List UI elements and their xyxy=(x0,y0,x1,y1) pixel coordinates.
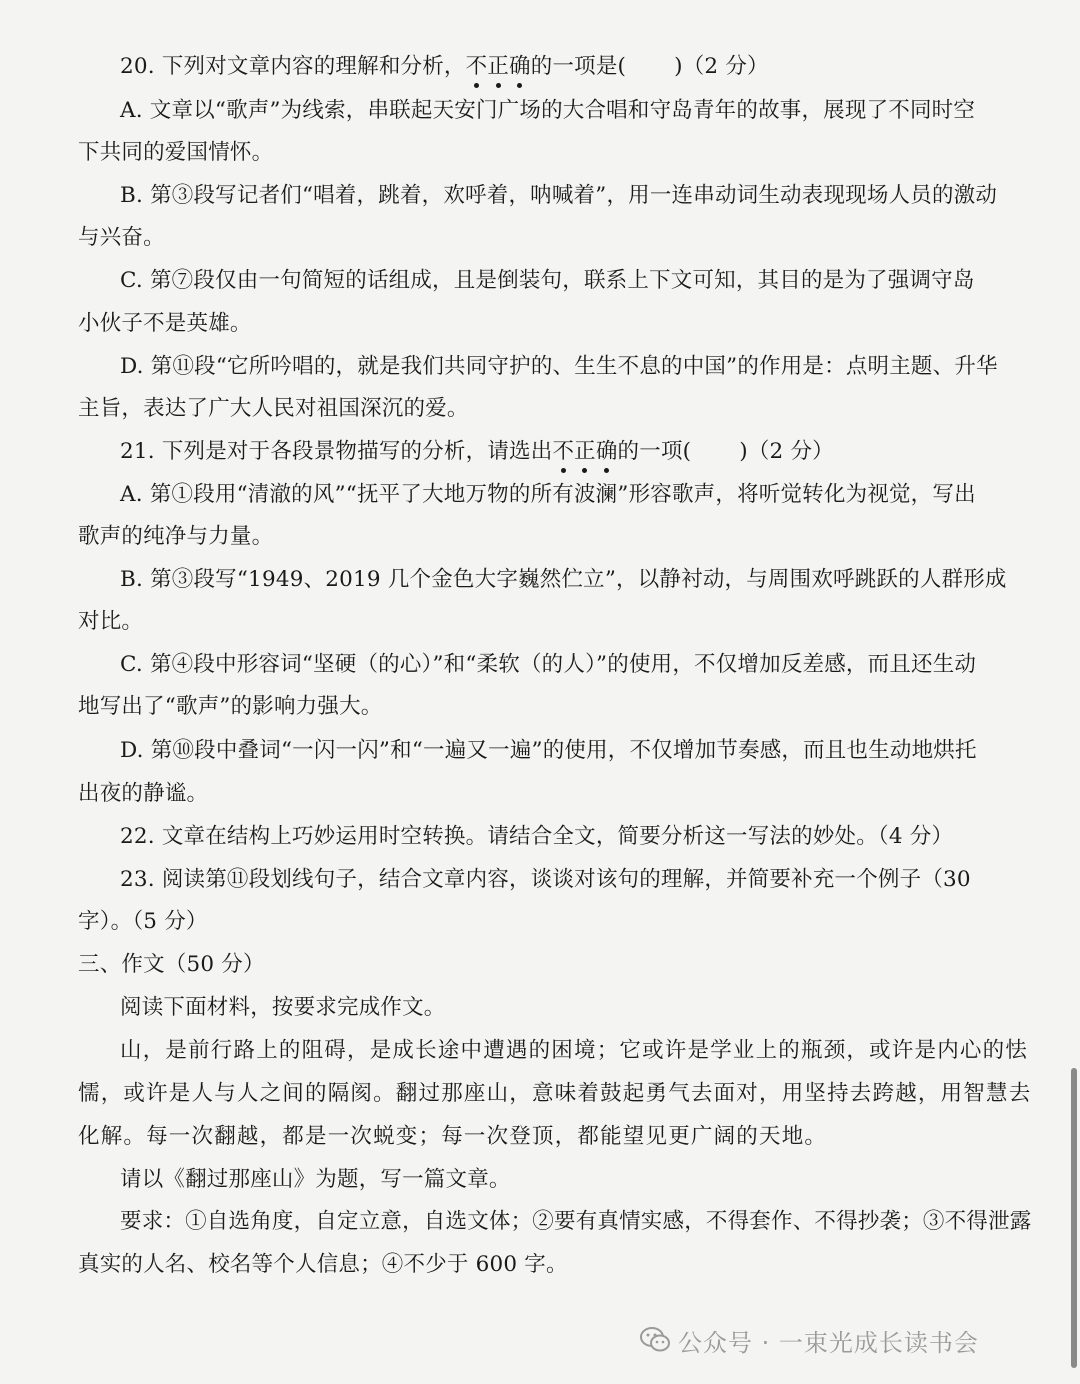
q20-option-a-cont: 下共同的爱国情怀。 xyxy=(78,140,274,165)
essay-material: 懦，或许是人与人之间的隔阂。翻过那座山，意味着鼓起勇气去面对，用坚持去跨越，用智慧去 xyxy=(78,1081,1032,1106)
q21-emph-char: 正 xyxy=(574,437,596,467)
watermark-text: 公众号 · 一束光成长读书会 xyxy=(678,1328,979,1357)
q21-option-c-cont: 地写出了“歌声”的影响力强大。 xyxy=(78,694,383,719)
essay-heading: 三、作文（50 分） xyxy=(78,952,265,977)
q20-stem-text: 20. 下列对文章内容的理解和分析， xyxy=(120,54,466,79)
q21-stem xyxy=(120,437,834,467)
q20-stem-text: 的一项是( xyxy=(530,54,627,79)
essay-requirements-cont: 真实的人名、校名等个人信息；④不少于 600 字。 xyxy=(78,1252,568,1277)
watermark xyxy=(640,1318,979,1362)
q20-stem xyxy=(120,52,769,82)
q21-stem-text: 的一项( xyxy=(617,439,692,464)
q20-emph-char: 不 xyxy=(466,52,488,82)
q21-score: )（2 分） xyxy=(739,439,834,464)
q21-option-b: B. 第③段写“1949、2019 几个金色大字巍然伫立”，以静衬动，与周围欢呼跳跃的人群形成 xyxy=(120,567,1007,592)
essay-requirements: 要求：①自选角度，自定立意，自选文体；②要有真情实感，不得套作、不得抄袭；③不得泄露 xyxy=(120,1209,1032,1234)
q21-option-d-cont: 出夜的静谧。 xyxy=(78,781,209,806)
q21-option-a: A. 第①段用“清澈的风”“抚平了大地万物的所有波澜”形容歌声，将听觉转化为视觉，写出 xyxy=(120,482,976,507)
q21-stem-text: 21. 下列是对于各段景物描写的分析，请选出 xyxy=(120,439,553,464)
q20-option-b: B. 第③段写记者们“唱着，跳着，欢呼着，呐喊着”，用一连串动词生动表现现场人员的激动 xyxy=(120,183,998,208)
essay-intro: 阅读下面材料，按要求完成作文。 xyxy=(120,995,446,1020)
q23-stem-cont: 字）。（5 分） xyxy=(78,909,208,934)
q21-option-c: C. 第④段中形容词“坚硬（的心）”和“柔软（的人）”的使用，不仅增加反差感，而且还生动 xyxy=(120,652,977,677)
essay-prompt: 请以《翻过那座山》为题，写一篇文章。 xyxy=(120,1167,511,1192)
q21-option-a-cont: 歌声的纯净与力量。 xyxy=(78,524,274,549)
essay-material: 化解。每一次翻越，都是一次蜕变；每一次登顶，都能望见更广阔的天地。 xyxy=(78,1124,828,1149)
essay-material: 山，是前行路上的阻碍，是成长途中遭遇的困境；它或许是学业上的瓶颈，或许是内心的怯 xyxy=(120,1038,1029,1063)
q20-option-c-cont: 小伙子不是英雄。 xyxy=(78,311,252,336)
q20-option-b-cont: 与兴奋。 xyxy=(78,225,165,250)
scrollbar[interactable] xyxy=(1071,1068,1077,1368)
q21-emph-char: 确 xyxy=(596,437,618,467)
q21-option-b-cont: 对比。 xyxy=(78,609,144,634)
q20-emph-char: 正 xyxy=(487,52,509,82)
q21-option-d: D. 第⑩段中叠词“一闪一闪”和“一遍又一遍”的使用，不仅增加节奏感，而且也生动地烘托 xyxy=(120,738,977,763)
q20-option-c: C. 第⑦段仅由一句简短的话组成，且是倒装句，联系上下文可知，其目的是为了强调守岛 xyxy=(120,268,975,293)
wechat-icon xyxy=(640,1327,670,1353)
q20-option-d: D. 第⑪段“它所吟唱的，就是我们共同守护的、生生不息的中国”的作用是：点明主题、升华 xyxy=(120,354,998,379)
q20-option-d-cont: 主旨，表达了广大人民对祖国深沉的爱。 xyxy=(78,396,469,421)
q20-option-a: A. 文章以“歌声”为线索，串联起天安门广场的大合唱和守岛青年的故事，展现了不同时空 xyxy=(120,98,976,123)
q23-stem: 23. 阅读第⑪段划线句子，结合文章内容，谈谈对该句的理解，并简要补充一个例子（30 xyxy=(120,867,971,892)
q21-emph-char: 不 xyxy=(552,437,574,467)
q20-score: )（2 分） xyxy=(674,54,769,79)
q22-stem: 22. 文章在结构上巧妙运用时空转换。请结合全文，简要分析这一写法的妙处。（4 分） xyxy=(120,824,954,849)
q20-emph-char: 确 xyxy=(509,52,531,82)
